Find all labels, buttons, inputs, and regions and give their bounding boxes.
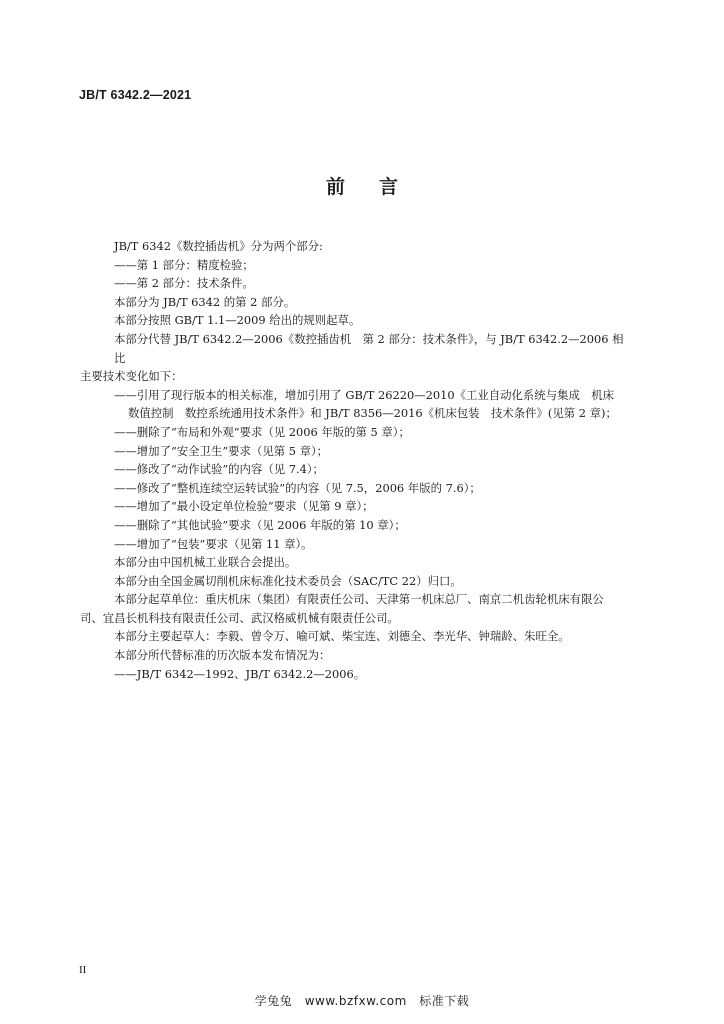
list-item: ——删除了“其他试验”要求（见 2006 年版的第 10 章）； xyxy=(114,517,406,532)
text-line: 司、宜昌长机科技有限责任公司、武汉格威机械有限责任公司。 xyxy=(80,610,399,625)
page-title: 前言 xyxy=(325,176,432,198)
list-item: ——第 2 部分：技术条件。 xyxy=(114,276,254,291)
text-line: JB/T 6342《数控插齿机》分为两个部分: xyxy=(114,239,323,253)
text-line: 本部分按照 GB/T 1.1—2009 给出的规则起草。 xyxy=(114,313,361,328)
text-line: 本部分主要起草人：李毅、曾令万、喻可斌、柴宝连、刘德全、李光华、钟瑞龄、朱旺全。 xyxy=(114,629,570,644)
text-line: 本部分起草单位：重庆机床（集团）有限责任公司、天津第一机床总厂、南京二机齿轮机床有限公 xyxy=(114,592,604,607)
list-item: ——增加了“包装”要求（见第 11 章）。 xyxy=(114,536,313,551)
list-item: ——删除了“布局和外观”要求（见 2006 年版的第 5 章）； xyxy=(114,424,410,439)
page-number: II xyxy=(79,964,87,976)
text-line: 本部分代替 JB/T 6342.2—2006《数控插齿机 第 2 部分：技术条件》，与 JB/T 6342.2—2006 相比 xyxy=(114,331,624,365)
list-item: ——引用了现行版本的相关标准，增加引用了 GB/T 26220—2010《工业自动化系统与集成 机床 xyxy=(114,387,615,402)
text-line: 本部分由全国金属切削机床标准化技术委员会（SAC/TC 22）归口。 xyxy=(114,573,462,588)
text-line: 本部分由中国机械工业联合会提出。 xyxy=(114,555,297,570)
text-line: 本部分所代替标准的历次版本发布情况为： xyxy=(114,648,331,663)
list-item: ——修改了“整机连续空运转试验”的内容（见 7.5，2006 年版的 7.6）； xyxy=(114,480,481,495)
watermark: 学兔兔 www.bzfxw.com 标准下载 xyxy=(254,994,470,1008)
foreword-body xyxy=(80,237,634,683)
text-line: 主要技术变化如下： xyxy=(80,369,183,384)
list-item-continuation: 数值控制 数控系统通用技术条件》和 JB/T 8356—2016《机床包装 技术条件》(见第 2 章)； xyxy=(128,406,617,421)
list-item: ——增加了“最小设定单位检验”要求（见第 9 章）； xyxy=(114,499,374,514)
list-item: ——JB/T 6342—1992、JB/T 6342.2—2006。 xyxy=(114,666,366,681)
list-item: ——修改了“动作试验”的内容（见 7.4）； xyxy=(114,462,324,477)
document-code: JB/T 6342.2—2021 xyxy=(79,88,192,102)
list-item: ——第 1 部分：精度检验； xyxy=(114,257,254,272)
list-item: ——增加了“安全卫生”要求（见第 5 章）； xyxy=(114,443,329,458)
text-line: 本部分为 JB/T 6342 的第 2 部分。 xyxy=(114,294,296,309)
